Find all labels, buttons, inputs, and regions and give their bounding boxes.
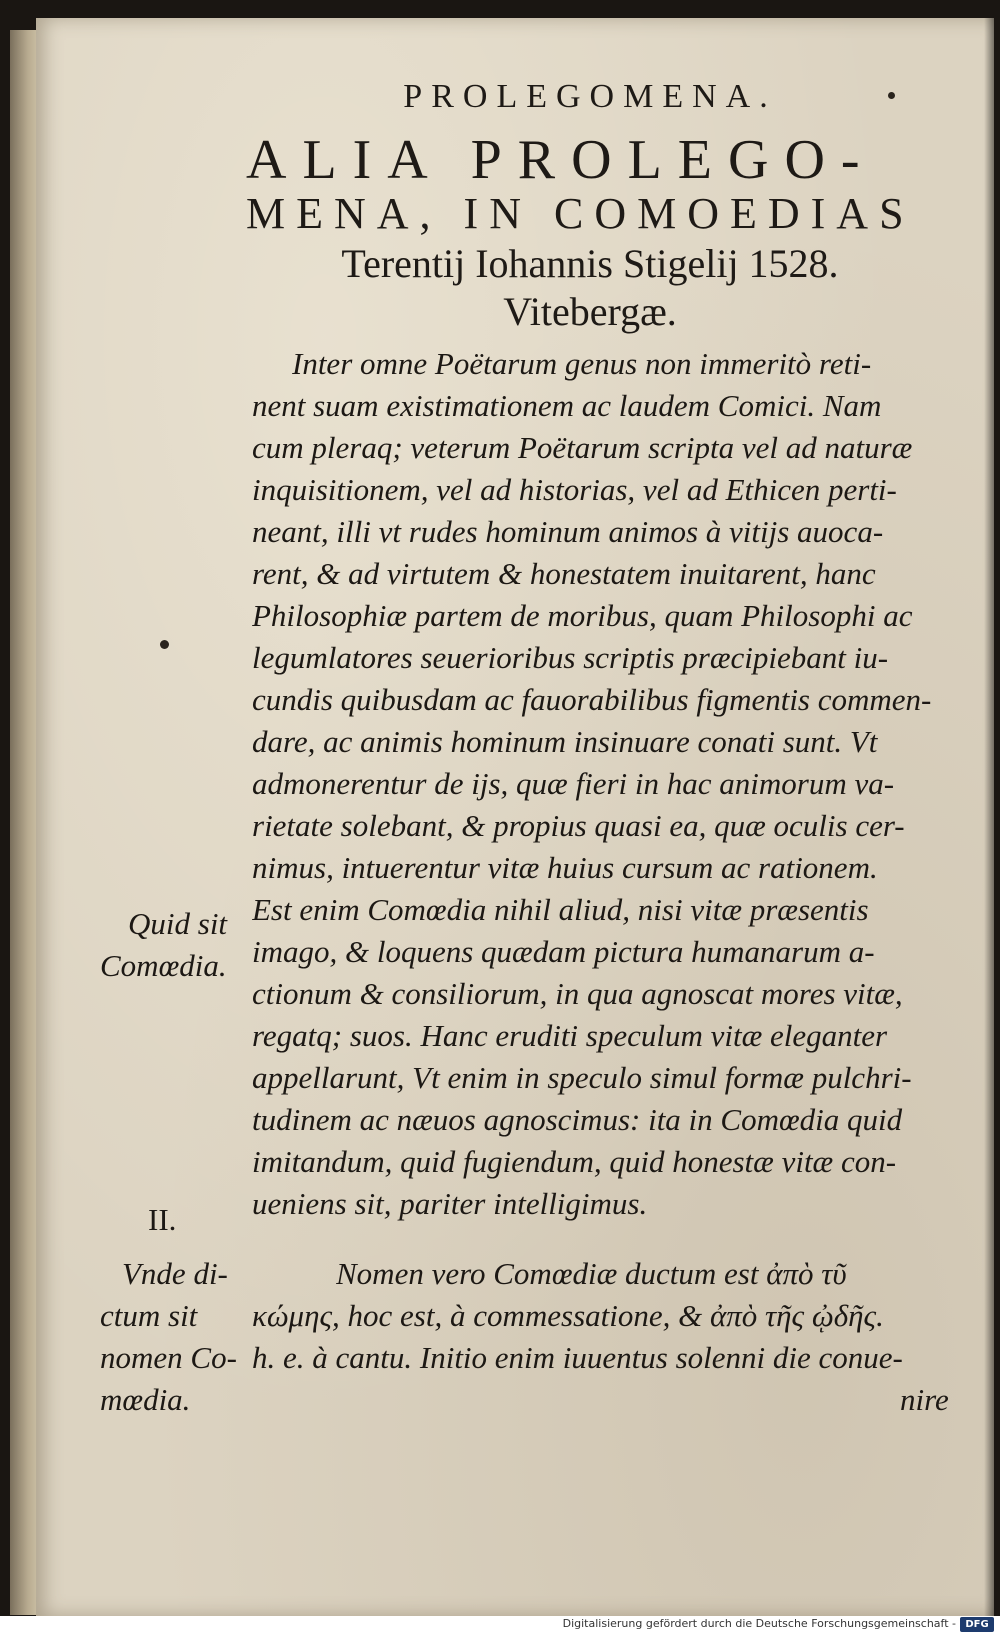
title-line-2: MENA, IN COMOEDIAS [246, 189, 915, 238]
margin-note-nomen: nomen Co- [100, 1340, 237, 1375]
margin-note-vnde: Vnde di- [122, 1256, 228, 1291]
body-line: admonerentur de ijs, quæ fieri in hac animorum va- [252, 766, 895, 801]
body-line: Inter omne Poëtarum genus non immeritò reti- [292, 346, 872, 381]
body-line: rent, & ad virtutem & honestatem inuitarent, hanc [252, 556, 876, 591]
body-line: nimus, intuerentur vitæ huius cursum ac rationem. [252, 850, 878, 885]
body-line: imago, & loquens quædam pictura humanarum a- [252, 934, 875, 969]
dfg-logo: DFG [960, 1617, 994, 1632]
body-line: Est enim Comœdia nihil aliud, nisi vitæ præsentis [252, 892, 869, 927]
running-head: PROLEGOMENA. [403, 78, 777, 115]
footer-credit: Digitalisierung gefördert durch die Deutsche Forschungsgemeinschaft - [562, 1617, 956, 1630]
body-line: appellarunt, Vt enim in speculo simul formæ pulchri- [252, 1060, 912, 1095]
body-line: nent suam existimationem ac laudem Comici. Nam [252, 388, 882, 423]
body-line: ctionum & consiliorum, in qua agnoscat mores vitæ, [252, 976, 903, 1011]
body-line: Philosophiæ partem de moribus, quam Philosophi ac [252, 598, 913, 633]
body-line: legumlatores seuerioribus scriptis præcipiebant iu- [252, 640, 889, 675]
body-line: h. e. à cantu. Initio enim iuuentus solenni die conue- [252, 1340, 903, 1375]
title-line-3: Terentij Iohannis Stigelij 1528. [341, 241, 839, 286]
title-line-1: ALIA PROLEGO- [246, 129, 876, 191]
body-line: imitandum, quid fugiendum, quid honestæ vitæ con- [252, 1144, 897, 1179]
margin-note-quid-sit: Quid sit [128, 906, 228, 941]
margin-note-comoedia: Comœdia. [100, 948, 227, 983]
body-line: tudinem ac næuos agnoscimus: ita in Comœdia quid [252, 1102, 903, 1137]
margin-numeral: II. [148, 1202, 177, 1237]
body-line: cundis quibusdam ac fauorabilibus figmentis commen- [252, 682, 932, 717]
ink-dot-mark [888, 92, 895, 99]
body-line: ueniens sit, pariter intelligimus. [252, 1186, 648, 1221]
body-line: dare, ac animis hominum insinuare conati sunt. Vt [252, 724, 878, 759]
title-line-4: Vitebergæ. [503, 289, 677, 334]
margin-note-ctum: ctum sit [100, 1298, 198, 1333]
body-line: cum pleraq; veterum Poëtarum scripta vel ad naturæ [252, 430, 913, 465]
body-line: regatq; suos. Hanc eruditi speculum vitæ eleganter [252, 1018, 888, 1053]
body-line: inquisitionem, vel ad historias, vel ad Ethicen perti- [252, 472, 897, 507]
body-line: Nomen vero Comœdiæ ductum est ἀπὸ τῦ [336, 1256, 847, 1291]
body-line: rietate solebant, & propius quasi ea, quæ oculis cer- [252, 808, 905, 843]
body-line: κώμης, hoc est, à commessatione, & ἀπὸ τῆς ᾠδῆς. [252, 1298, 884, 1333]
spine-shadow [984, 18, 994, 1616]
margin-bullet [160, 640, 169, 649]
body-line: neant, illi vt rudes hominum animos à vitijs auoca- [252, 514, 884, 549]
margin-note-moedia: mœdia. [100, 1382, 191, 1417]
body-line: nire [900, 1382, 949, 1417]
